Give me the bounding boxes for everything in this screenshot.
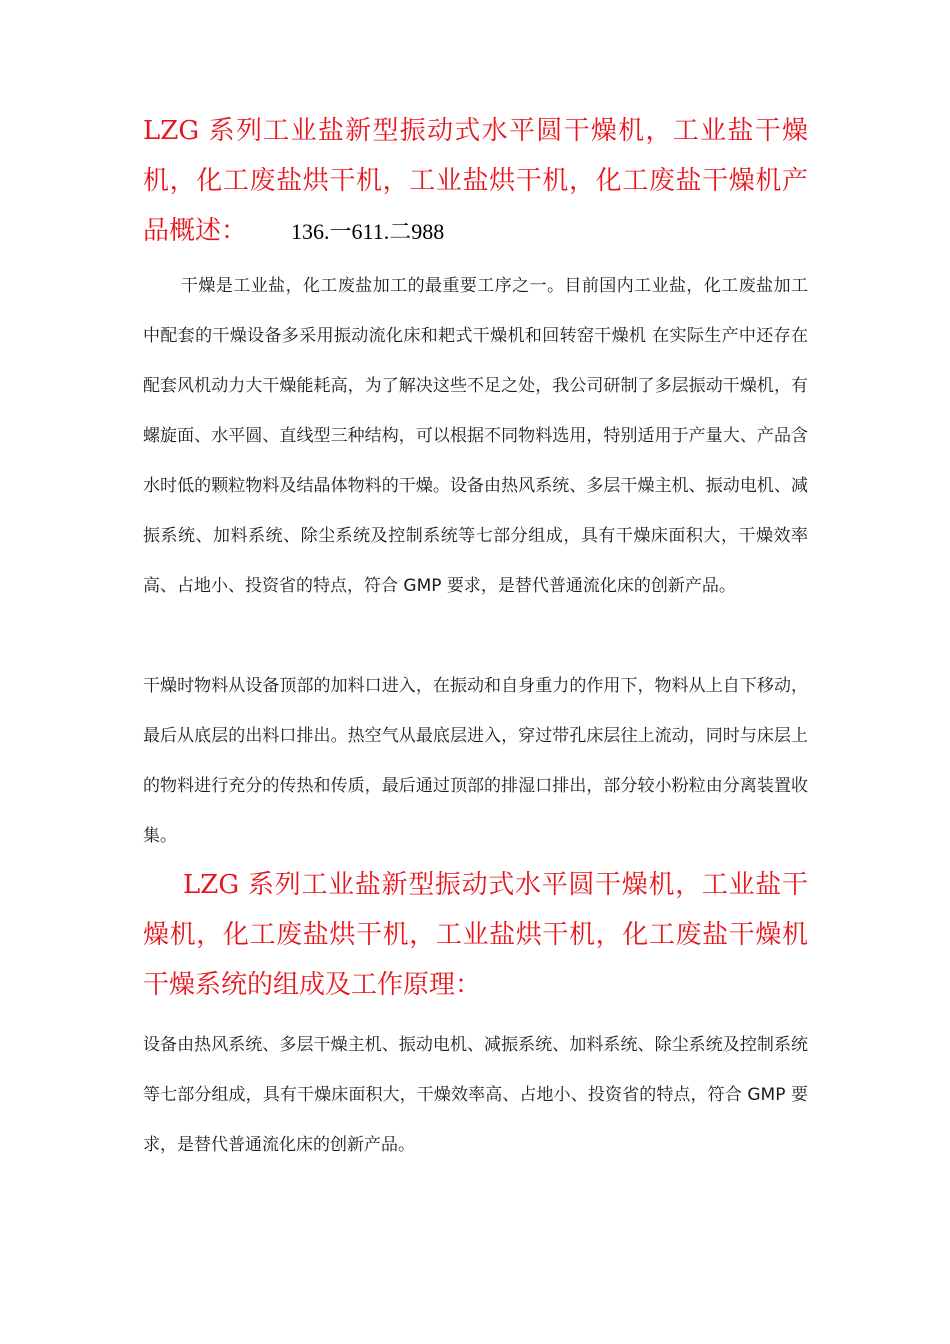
system-composition-paragraph: 设备由热风系统、多层干燥主机、振动电机、减振系统、加料系统、除尘系统及控制系统等七部分组成，具有干燥床面积大，干燥效率高、占地小、投资省的特点，符合 GMP 要求，是替代普通流化床的创新产品。 bbox=[143, 1035, 808, 1155]
product-overview-heading-text: LZG 系列工业盐新型振动式水平圆干燥机，工业盐干燥机，化工废盐烘干机，工业盐烘干机，化工废盐干燥机产品概述： bbox=[143, 116, 808, 246]
phone-number: 136.一611.二988 bbox=[291, 219, 445, 244]
drying-process-paragraph: 干燥时物料从设备顶部的加料口进入，在振动和自身重力的作用下，物料从上自下移动，最后从底层的出料口排出。热空气从最底层进入，穿过带孔床层往上流动，同时与床层上的物料进行充分的传热和传质，最后通过顶部的排湿口排出，部分较小粉粒由分离装置收集。 bbox=[143, 676, 808, 846]
intro-paragraph: 干燥是工业盐，化工废盐加工的最重要工序之一。目前国内工业盐，化工废盐加工中配套的干燥设备多采用振动流化床和耙式干燥机和回转窑干燥机 在实际生产中还存在配套风机动力大干燥能耗高，为了解决这些不足之处，我公司研制了多层振动干燥机，有螺旋面、水平圆、直线型三种结构，可以根据不同物料选用，特别适用于产量大、产品含水时低的颗粒物料及结晶体物料的干燥。设备由热风系统、多层干燥主机、振动电机、减振系统、加料系统、除尘系统及控制系统等七部分组成，具有干燥床面积大，干燥效率高、占地小、投资省的特点，符合 GMP 要求，是替代普通流化床的创新产品。 bbox=[143, 276, 808, 596]
product-overview-heading bbox=[143, 106, 808, 257]
system-composition-heading: LZG 系列工业盐新型振动式水平圆干燥机，工业盐干燥机，化工废盐烘干机，工业盐烘干机，化工废盐干燥机干燥系统的组成及工作原理： bbox=[143, 870, 808, 1000]
